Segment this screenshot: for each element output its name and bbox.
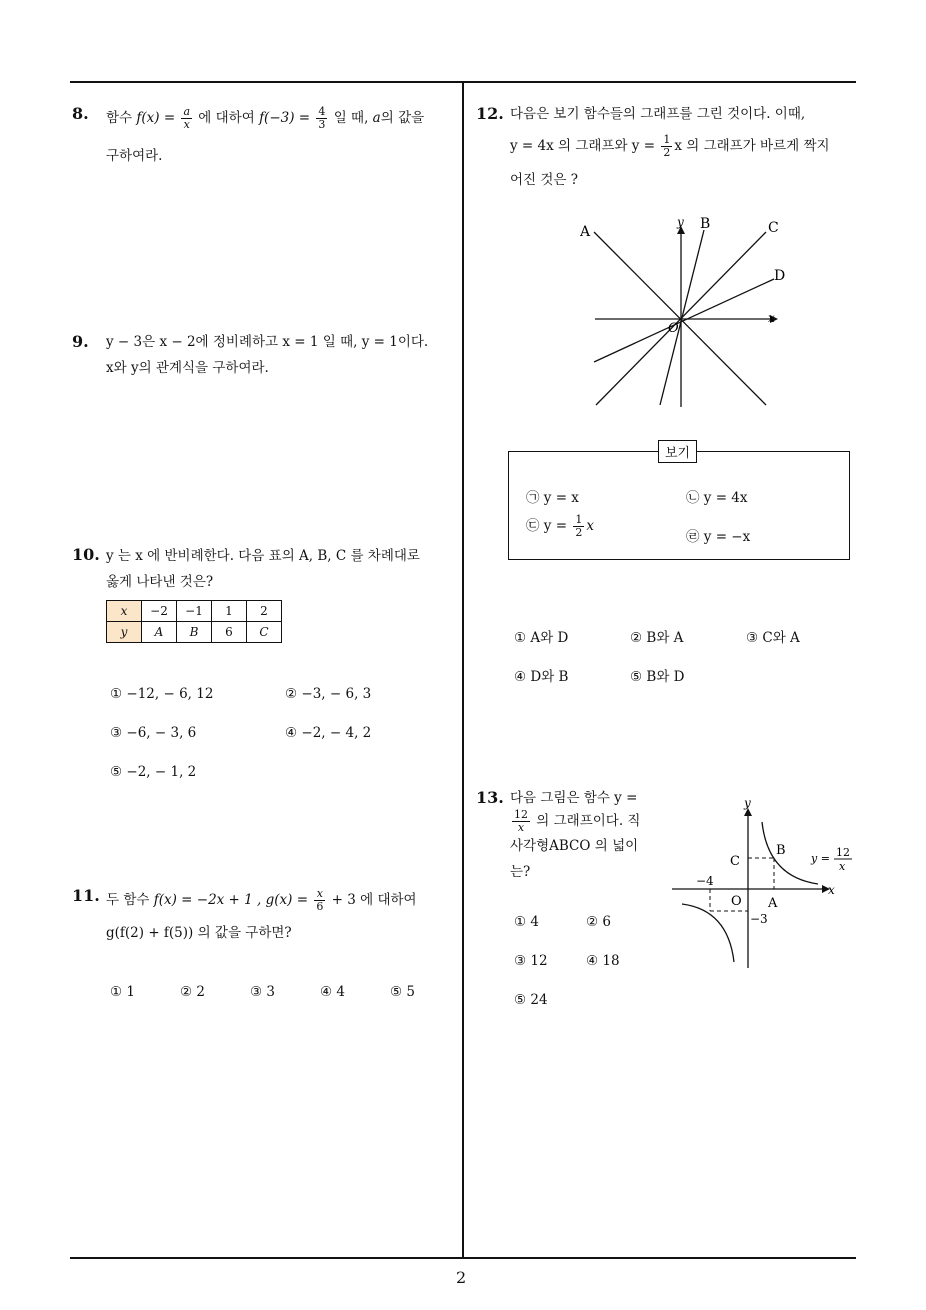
q8-val-den: 3 bbox=[318, 118, 326, 131]
q11-option-3[interactable]: ③ 3 bbox=[250, 984, 275, 1000]
q11-gx: g(x) = bbox=[265, 892, 309, 908]
table-cell: A bbox=[142, 622, 177, 643]
label-B: B bbox=[776, 843, 786, 858]
line-D bbox=[594, 279, 774, 362]
q11-line2: g(f(2) + f(5)) 의 값을 구하면? bbox=[106, 925, 292, 941]
bogi-item-3-b: x bbox=[586, 518, 594, 534]
q8-number: 8. bbox=[72, 104, 89, 123]
q11-option-2[interactable]: ② 2 bbox=[180, 984, 205, 1000]
q13-frac-den: x bbox=[517, 821, 525, 834]
label-eq-num: 12 bbox=[836, 846, 850, 859]
bogi-item-3-a: ㉢ y = bbox=[526, 518, 568, 534]
column-divider bbox=[462, 81, 464, 1259]
label-neg4: −4 bbox=[696, 874, 714, 888]
bogi-item-3-den: 2 bbox=[575, 526, 583, 539]
label-O: O bbox=[731, 894, 742, 909]
q8-val bbox=[316, 106, 327, 131]
table-cell: y bbox=[107, 622, 142, 643]
label-D: D bbox=[774, 268, 786, 284]
label-C: C bbox=[730, 854, 740, 869]
q10-option-2[interactable]: ② −3, − 6, 3 bbox=[285, 686, 372, 702]
table-cell: C bbox=[247, 622, 282, 643]
q8-f3: f(−3) = bbox=[259, 110, 311, 126]
q12-option-5[interactable]: ⑤ B와 D bbox=[630, 669, 685, 685]
q12-line1: 다음은 보기 함수들의 그래프를 그린 것이다. 이때, bbox=[510, 106, 806, 122]
q11-number: 11. bbox=[72, 886, 100, 905]
q10-option-4[interactable]: ④ −2, − 4, 2 bbox=[285, 725, 372, 741]
table-cell: B bbox=[177, 622, 212, 643]
q11-option-5[interactable]: ⑤ 5 bbox=[390, 984, 415, 1000]
hyperbola-q1 bbox=[762, 822, 818, 884]
q8-frac bbox=[181, 106, 192, 131]
q12-option-3[interactable]: ③ C와 A bbox=[746, 630, 800, 646]
label-A: A bbox=[768, 896, 778, 911]
q8-text-d: 의 값을 bbox=[380, 110, 425, 126]
label-C: C bbox=[768, 220, 779, 236]
q8-fx: f(x) = bbox=[136, 110, 176, 126]
label-x: x bbox=[768, 311, 775, 325]
q8-line2: 구하여라. bbox=[106, 148, 163, 164]
table-cell: −1 bbox=[177, 601, 212, 622]
q12-option-1[interactable]: ① A와 D bbox=[514, 630, 569, 646]
bogi-item-4: ㉣ y = −x bbox=[686, 529, 751, 545]
q8-text-c: 일 때, bbox=[333, 110, 369, 126]
q10-line2: 옳게 나타낸 것은? bbox=[106, 574, 214, 590]
q10-value-table bbox=[106, 600, 282, 643]
q11-frac-num: x bbox=[314, 888, 325, 901]
table-cell: 1 bbox=[212, 601, 247, 622]
q11-fx: f(x) = −2x + 1 , bbox=[153, 892, 262, 908]
q11-option-1[interactable]: ① 1 bbox=[110, 984, 135, 1000]
label-x: x bbox=[828, 883, 835, 897]
table-cell: 6 bbox=[212, 622, 247, 643]
page-number: 2 bbox=[456, 1268, 467, 1287]
q12-frac-den: 2 bbox=[663, 146, 671, 159]
q12-option-2[interactable]: ② B와 A bbox=[630, 630, 684, 646]
bogi-title: 보기 bbox=[658, 440, 697, 463]
label-y: y bbox=[744, 796, 751, 810]
q11-frac bbox=[314, 888, 325, 913]
q8-val-num: 4 bbox=[318, 105, 326, 118]
q10-option-1[interactable]: ① −12, − 6, 12 bbox=[110, 686, 214, 702]
q13-graph bbox=[668, 792, 868, 972]
q10-option-5[interactable]: ⑤ −2, − 1, 2 bbox=[110, 764, 197, 780]
label-eq: y = bbox=[811, 852, 830, 865]
q12-frac bbox=[661, 134, 672, 159]
q11-text-a: 두 함수 bbox=[106, 892, 150, 908]
q8-line1 bbox=[106, 100, 424, 136]
q13-option-5[interactable]: ⑤ 24 bbox=[514, 992, 548, 1008]
q12-number: 12. bbox=[476, 104, 504, 123]
q13-number: 13. bbox=[476, 788, 504, 807]
table-row bbox=[107, 601, 282, 622]
q9-line2: x와 y의 관계식을 구하여라. bbox=[106, 360, 269, 376]
bogi-item-2: ㉡ y = 4x bbox=[686, 490, 748, 506]
label-O: O bbox=[668, 321, 679, 336]
q9-line1: y − 3은 x − 2에 정비례하고 x = 1 일 때, y = 1이다. bbox=[106, 334, 429, 350]
q13-line1: 다음 그림은 함수 y = bbox=[510, 790, 638, 806]
q11-option-4[interactable]: ④ 4 bbox=[320, 984, 345, 1000]
hyperbola-q3 bbox=[682, 904, 734, 962]
q13-line4: 는? bbox=[510, 864, 531, 880]
q12-option-4[interactable]: ④ D와 B bbox=[514, 669, 569, 685]
q13-line2-b: 의 그래프이다. 직 bbox=[536, 813, 641, 829]
q13-option-2[interactable]: ② 6 bbox=[586, 914, 611, 930]
q10-option-3[interactable]: ③ −6, − 3, 6 bbox=[110, 725, 197, 741]
bogi-item-3 bbox=[526, 514, 594, 539]
q11-text-b: + 3 에 대하여 bbox=[331, 892, 417, 908]
q8-frac-num: a bbox=[183, 105, 190, 118]
bogi-item-3-frac bbox=[573, 514, 584, 539]
table-cell: −2 bbox=[142, 601, 177, 622]
q11-frac-den: 6 bbox=[316, 900, 324, 913]
q13-frac-num: 12 bbox=[514, 808, 528, 821]
bogi-item-3-num: 1 bbox=[575, 513, 583, 526]
label-neg3: −3 bbox=[750, 912, 768, 926]
q13-option-1[interactable]: ① 4 bbox=[514, 914, 539, 930]
q12-graph bbox=[580, 212, 820, 412]
table-row bbox=[107, 622, 282, 643]
q12-line2 bbox=[510, 128, 830, 164]
q13-option-4[interactable]: ④ 18 bbox=[586, 953, 620, 969]
label-A: A bbox=[580, 224, 591, 240]
q8-text-a: 함수 bbox=[106, 110, 133, 126]
table-cell: 2 bbox=[247, 601, 282, 622]
q9-number: 9. bbox=[72, 332, 89, 351]
label-eq-den: x bbox=[839, 860, 846, 873]
q11-line1 bbox=[106, 882, 417, 918]
q8-a-var: a bbox=[372, 110, 381, 126]
q10-number: 10. bbox=[72, 545, 100, 564]
q12-line3: 어진 것은 ? bbox=[510, 172, 578, 188]
q12-line2-b: x 의 그래프가 바르게 짝지 bbox=[674, 138, 830, 154]
q8-frac-den: x bbox=[183, 118, 190, 131]
q10-line1: y 는 x 에 반비례한다. 다음 표의 A, B, C 를 차례대로 bbox=[106, 548, 420, 564]
table-cell: x bbox=[107, 601, 142, 622]
q12-frac-num: 1 bbox=[663, 133, 671, 146]
label-B: B bbox=[700, 216, 711, 232]
label-y: y bbox=[677, 215, 684, 229]
q13-option-3[interactable]: ③ 12 bbox=[514, 953, 548, 969]
q13-line3: 사각형ABCO 의 넓이 bbox=[510, 838, 639, 854]
bogi-item-1: ㉠ y = x bbox=[526, 490, 579, 506]
q8-text-b: 에 대하여 bbox=[198, 110, 255, 126]
q12-line2-a: y = 4x 의 그래프와 y = bbox=[510, 138, 656, 154]
